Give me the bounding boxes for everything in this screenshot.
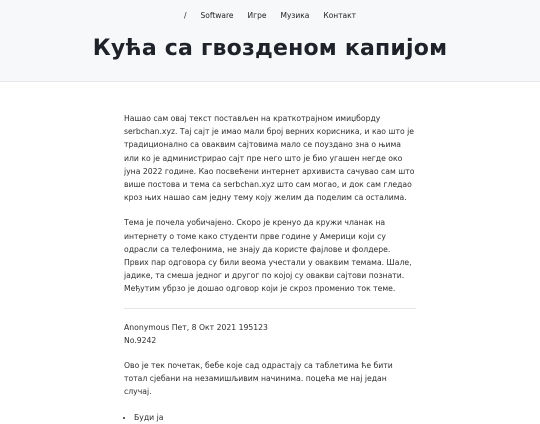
post-number: No.9242 [124, 335, 157, 345]
page-title: Кућа са гвозденом капијом [92, 36, 448, 61]
intro-paragraph: Нашао сам овај текст постављен на краткотрајном имиџборду serbchan.xyz. Тај сајт је имао мали број верних корисника, и као што је традиционално са оваквим сајтовима мало се поуздано зна о њима или ко је администрирао сајт пре него што је био угашен негде око јуна 2022 године. Као посвећени интернет архивиста сачувао сам што више постова и тема са serbchan.xyz што сам могао, и док сам гледао кроз њих нашао сам једну тему коју желим да поделим са осталима. [124, 114, 415, 203]
thread-paragraph: Тема је почела уобичајено. Скоро је кренуо да кружи чланак на интернету о томе како студенти прве године у Америци који су одрасли са телефонима, не знају да користе фајлове и фолдере. Првих пар одговора су били веома учестали у оваквим темама. Шале, јадике, та смеша једног и другог по којој су овакви сајтови познати. Међутим убрзо је дошао одговор који је скроз променио ток теме. [124, 218, 412, 294]
nav-item-music[interactable]: Музика [280, 11, 310, 20]
post-meta [124, 321, 416, 347]
top-nav [0, 11, 540, 20]
nav-item-software[interactable]: Software [200, 11, 234, 20]
post-author-line: Anonymous Пет, 8 Окт 2021 195123 [124, 322, 268, 332]
divider [124, 308, 416, 309]
article-content [124, 112, 416, 424]
list-item: • Буди ја [134, 411, 416, 424]
post-list [124, 411, 416, 424]
nav-item-contact[interactable]: Контакт [323, 11, 357, 20]
nav-home-link[interactable]: / [183, 11, 187, 20]
nav-item-games[interactable]: Игре [247, 11, 267, 20]
page-header [0, 0, 540, 82]
post-text: Ово је тек почетак, бебе које сад одрастају са таблетима ће бити тотал сјебани на незамишљивим начинима. поцећа ме нај један случај. [124, 361, 393, 397]
